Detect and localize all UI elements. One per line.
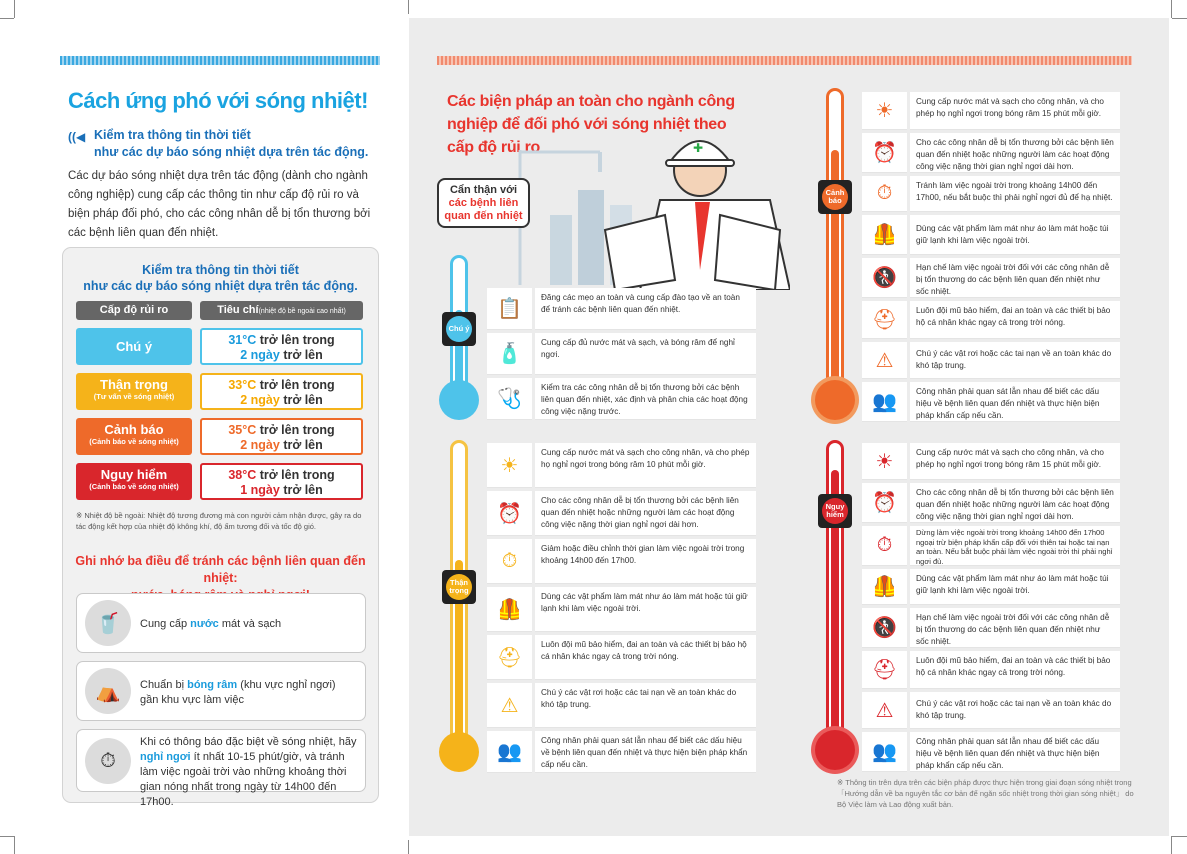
right-title: Các biện pháp an toàn cho ngành công nghiệp để đối phó với sóng nhiệt theo cấp độ rủi ro [447,93,735,156]
badge-than-trong: Thận trọng [442,570,476,604]
level-nguy-hiem: Nguy hiểm (Cảnh báo về sóng nhiệt) [76,463,192,500]
sun-hourglass-icon: ☀ [862,92,907,130]
worker-illustration [490,120,790,290]
measure-nguy-hiem-7: ⚠ Chú ý các vật rơi hoặc các tai nạn về an toàn khác do khó tập trung. [862,692,1120,729]
badge-canh-bao: Cảnh báo [818,180,852,214]
measure-than-trong-4: 🦺 Dùng các vật phẩm làm mát như áo làm mát hoặc túi giữ lạnh khi làm việc ngoài trời. [487,587,756,632]
badge-chu-y: Chú ý [442,312,476,346]
sun-hourglass-icon: ☀ [487,443,532,488]
intro-paragraph: Các dự báo sóng nhiệt dựa trên tác động (dành cho ngành công nghiệp) cung cấp các thông tin như cấp độ rủi ro và biện pháp đối phó, cho các công nhân dễ bị tổn thương bởi các bệnh liên quan đến nhiệt. [68,170,371,239]
helmet-icon: ⛑ [862,651,907,689]
risk-box-title: Kiểm tra thông tin thời tiết như các dự báo sóng nhiệt dựa trên tác động. [83,263,358,293]
level-canh-bao: Cảnh báo (Cảnh báo về sóng nhiệt) [76,418,192,455]
measure-nguy-hiem-8: 👥 Công nhân phải quan sát lẫn nhau để biết các dấu hiệu về bệnh liên quan đến nhiệt và thực hiện biện pháp khẩn cấp nếu cần. [862,732,1120,772]
level-chu-y: Chú ý [76,328,192,365]
restricted-worker-icon: 🚷 [862,258,907,298]
measure-chu-y-3: 🩺 Kiểm tra các công nhân dễ bị tổn thương bởi các bệnh liên quan đến nhiệt, xác định và phân chia các hoạt động công việc nặng trước. [487,378,756,420]
measure-than-trong-5: ⛑ Luôn đội mũ bảo hiểm, đai an toàn và các thiết bị bảo hộ cá nhân khác ngay cả trong trời nóng. [487,635,756,680]
tip-shade: ⛺ Chuẩn bị bóng râm (khu vực nghỉ ngơi) gần khu vực làm việc [76,661,366,721]
measure-chu-y-2: 🧴 Cung cấp đủ nước mát và sạch, và bóng râm để nghỉ ngơi. [487,333,756,375]
level-than-trong: Thận trọng (Tư vấn về sóng nhiệt) [76,373,192,410]
right-header-band [437,56,1132,65]
apparent-temperature-note: ※ Nhiệt độ bề ngoài: Nhiệt độ tương đương mà con người cảm nhận được, gây ra do tác động kết hợp của nhiệt độ không khí, độ ẩm tương đối và tốc độ gió. [76,511,362,531]
clock-rest-icon: ⏰ [862,133,907,173]
criteria-chu-y: 31°C trở lên trong 2 ngày trở lên [200,328,363,365]
helmet-icon: ⛑ [862,301,907,339]
water-bottle-icon: 🥤 [85,600,131,646]
falling-object-warning-icon: ⚠ [862,692,907,729]
measure-chu-y-1: 📋 Đăng các mẹo an toàn và cung cấp đào tạo về an toàn để tránh các bệnh liên quan đến nhiệt. [487,288,756,330]
measure-than-trong-3: ⏱ Giảm hoặc điều chỉnh thời gian làm việc ngoài trời trong khoảng 14h00 đến 17h00. [487,539,756,584]
measure-than-trong-2: ⏰ Cho các công nhân dễ bị tổn thương bởi các bệnh liên quan đến nhiệt hoặc những người làm các hoạt động công việc nặng thời gian nghỉ ngơi dài hơn. [487,491,756,536]
cooling-vest-icon: 🦺 [862,569,907,605]
caution-speech-bubble: Cẩn thận với các bệnh liên quan đến nhiệt [437,178,530,228]
measure-nguy-hiem-6: ⛑ Luôn đội mũ bảo hiểm, đai an toàn và các thiết bị bảo hộ cá nhân khác ngay cả trong trời nóng. [862,651,1120,689]
measure-canh-bao-5: 🚷 Hạn chế làm việc ngoài trời đối với các công nhân dễ bị tổn thương do các bệnh liên quan đến nhiệt như sốc nhiệt. [862,258,1120,298]
measure-canh-bao-7: ⚠ Chú ý các vật rơi hoặc các tai nạn về an toàn khác do khó tập trung. [862,342,1120,379]
measure-nguy-hiem-1: ☀ Cung cấp nước mát và sạch cho công nhân, và cho phép họ nghỉ ngơi trong bóng râm 15 phút mỗi giờ. [862,443,1120,480]
criteria-canh-bao: 35°C trở lên trong 2 ngày trở lên [200,418,363,455]
speaker-icon: ((◀ [68,130,86,144]
helmet-icon: ⛑ [487,635,532,680]
header-criteria: Tiêu chí(nhiệt độ bề ngoài cao nhất) [200,301,363,320]
restricted-worker-icon: 🚷 [862,608,907,648]
weather-check-heading: ((◀ Kiểm tra thông tin thời tiết như các dự báo sóng nhiệt dựa trên tác động. [68,128,369,159]
measure-canh-bao-1: ☀ Cung cấp nước mát và sạch cho công nhân, và cho phép họ nghỉ ngơi trong bóng râm 15 phút mỗi giờ. [862,92,1120,130]
remember-heading: Ghi nhớ ba điều để tránh các bệnh liên quan đến nhiệt: [75,554,366,585]
clipboard-icon: 📋 [487,288,532,330]
measure-nguy-hiem-2: ⏰ Cho các công nhân dễ bị tổn thương bởi các bệnh liên quan đến nhiệt hoặc những người làm các hoạt động công việc nặng thời gian nghỉ ngơi dài hơn. [862,483,1120,523]
workers-observe-icon: 👥 [487,731,532,773]
falling-object-warning-icon: ⚠ [487,683,532,728]
page-title: Cách ứng phó với sóng nhiệt! [68,88,368,113]
measure-nguy-hiem-4: 🦺 Dùng các vật phẩm làm mát như áo làm mát hoặc túi giữ lạnh khi làm việc ngoài trời. [862,569,1120,605]
stopwatch-sun-icon: ⏱ [862,526,907,566]
stopwatch-sun-icon: ⏱ [487,539,532,584]
sun-hourglass-icon: ☀ [862,443,907,480]
clock-sun-icon: ⏱ [85,738,131,784]
cooling-vest-icon: 🦺 [487,587,532,632]
clock-rest-icon: ⏰ [862,483,907,523]
measure-nguy-hiem-3: ⏱ Dừng làm việc ngoài trời trong khoảng 14h00 đến 17h00 ngoại trừ biện pháp khẩn cấp đối với thiên tai hoặc tai nạn an toàn. Nếu bắt buộc phải làm việc ngoài trời thì phải nghỉ ngơi đủ. [862,526,1120,566]
header-risk-level: Cấp độ rủi ro [76,301,192,320]
tip-water: 🥤 Cung cấp nước mát và sạch [76,593,366,653]
left-header-band [60,56,380,65]
tent-icon: ⛺ [85,668,131,714]
measure-than-trong-1: ☀ Cung cấp nước mát và sạch cho công nhân, và cho phép họ nghỉ ngơi trong bóng râm 10 phút mỗi giờ. [487,443,756,488]
medical-checklist-icon: 🩺 [487,378,532,420]
measure-than-trong-6: ⚠ Chú ý các vật rơi hoặc các tai nạn về an toàn khác do khó tập trung. [487,683,756,728]
measure-canh-bao-3: ⏱ Tránh làm việc ngoài trời trong khoảng 14h00 đến 17h00, nếu bắt buộc thì phải nghỉ ngơi đủ để hạ nhiệt. [862,176,1120,212]
cooling-vest-icon: 🦺 [862,215,907,255]
stopwatch-sun-icon: ⏱ [862,176,907,212]
clock-rest-icon: ⏰ [487,491,532,536]
svg-text:✚: ✚ [693,141,704,155]
measure-canh-bao-8: 👥 Công nhân phải quan sát lẫn nhau để biết các dấu hiệu về bệnh liên quan đến nhiệt và thực hiện biện pháp khẩn cấp nếu cần. [862,382,1120,422]
criteria-nguy-hiem: 38°C trở lên trong 1 ngày trở lên [200,463,363,500]
tip-rest: ⏱ Khi có thông báo đặc biệt về sóng nhiệt, hãy nghỉ ngơi ít nhất 10-15 phút/giờ, và tránh làm việc ngoài trời vào những khoảng thời gian nóng nhất trong ngày từ 14h00 đến 17h00. [76,729,366,792]
measure-canh-bao-2: ⏰ Cho các công nhân dễ bị tổn thương bởi các bệnh liên quan đến nhiệt hoặc những người làm các hoạt động công việc nặng thời gian nghỉ ngơi dài hơn. [862,133,1120,173]
workers-observe-icon: 👥 [862,382,907,422]
source-footnote: ※ Thông tin trên dựa trên các biện pháp được thực hiện trong giai đoạn sóng nhiệt trong 「Hướng dẫn về ba nguyên tắc cơ bản để ngăn sốc nhiệt trong thời gian sóng nhiệt」 do Bộ Việc làm và Lao động xuất bản. [837,778,1134,809]
water-bottle-icon: 🧴 [487,333,532,375]
badge-nguy-hiem: Nguy hiểm [818,494,852,528]
workers-observe-icon: 👥 [862,732,907,772]
falling-object-warning-icon: ⚠ [862,342,907,379]
criteria-than-trong: 33°C trở lên trong 2 ngày trở lên [200,373,363,410]
measure-canh-bao-6: ⛑ Luôn đội mũ bảo hiểm, đai an toàn và các thiết bị bảo hộ cá nhân khác ngay cả trong trời nóng. [862,301,1120,339]
measure-canh-bao-4: 🦺 Dùng các vật phẩm làm mát như áo làm mát hoặc túi giữ lạnh khi làm việc ngoài trời. [862,215,1120,255]
measure-than-trong-7: 👥 Công nhân phải quan sát lẫn nhau để biết các dấu hiệu về bệnh liên quan đến nhiệt và thực hiện biện pháp khẩn cấp nếu cần. [487,731,756,773]
measure-nguy-hiem-5: 🚷 Hạn chế làm việc ngoài trời đối với các công nhân dễ bị tổn thương do các bệnh liên quan đến nhiệt như sốc nhiệt. [862,608,1120,648]
